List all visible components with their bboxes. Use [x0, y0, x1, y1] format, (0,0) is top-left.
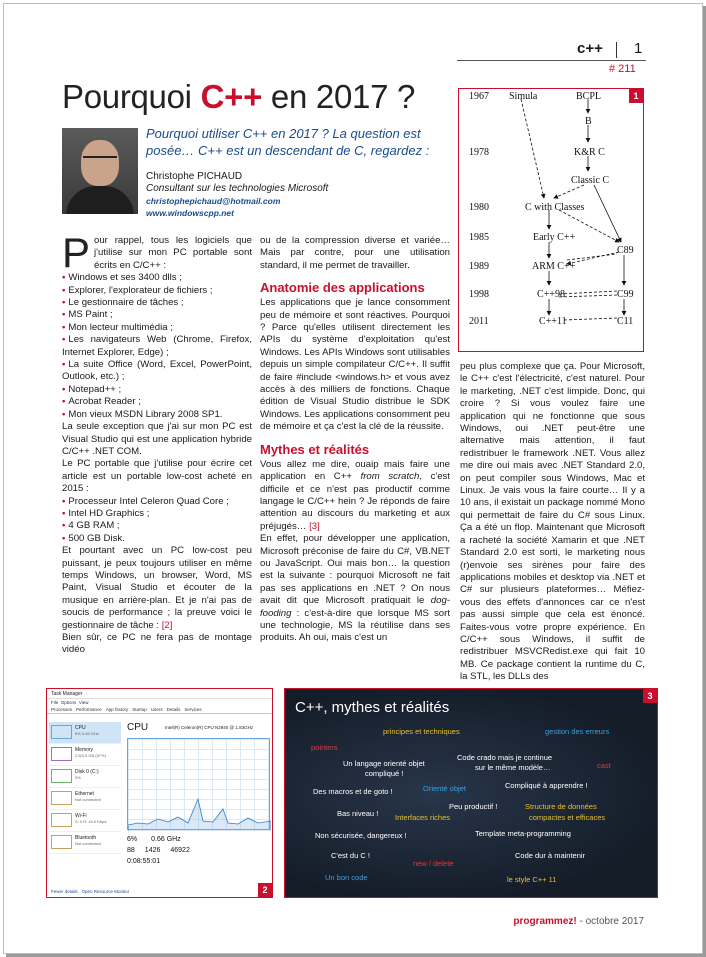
- emphasis: from scratch: [360, 471, 420, 483]
- slide-phrase: Orienté objet: [423, 784, 466, 793]
- software-list: [62, 272, 252, 421]
- slide-phrase: pointers: [311, 743, 338, 752]
- node-label: C99: [617, 289, 634, 300]
- resource-name: Disk 0 (C:): [75, 769, 99, 775]
- author-glasses: [83, 156, 117, 163]
- column-3: [460, 361, 645, 684]
- stat-value: 6%: [127, 836, 138, 843]
- author-block: [146, 171, 328, 219]
- mini-graph: [51, 791, 72, 805]
- paragraph-text: En effet, pour développer une application, Microsoft préconise de faire du C#, VB.NET ou JavaScript. Oui mais bon… la question est la suivante : pourquoi Microsoft ne fait pas ses applications en .NET ? On nous avait dit que Microsoft pratiquait le: [260, 533, 450, 607]
- footer-date: - octobre 2017: [576, 916, 644, 927]
- paragraph-text: , c'est difficile et ce n'est pas productif comme langage le C/C++ hein ? Je réponds de faire attention au discours du marketing et aux préjugés…: [260, 471, 450, 532]
- dropcap: P: [62, 229, 91, 276]
- author-role: Consultant sur les technologies Microsoft: [146, 183, 329, 194]
- issue-number: # 211: [609, 63, 636, 75]
- node-label: C89: [617, 245, 634, 256]
- list-item: • La suite Office (Word, Excel, PowerPoint, Outlook, etc.) ;: [62, 359, 252, 384]
- paragraph-text: Et pourtant avec un PC low-cost peu puissant, je peux toujours utiliser en même temps Windows, un browser, Word, MS Paint, Visual Studio et écouter de la musique en arrière-plan. Et je n'ai pas de soucis de performance ; la preuve voici le gestionnaire de tâche :: [62, 545, 252, 631]
- stat-value: 0.66 GHz: [151, 836, 181, 843]
- stats-row: [127, 847, 270, 854]
- resource-sub: 0%: [75, 775, 81, 780]
- hardware-list: [62, 496, 252, 546]
- node-label: Early C++: [533, 232, 576, 243]
- magazine-brand: programmez!: [513, 916, 577, 927]
- mini-graph: [51, 769, 72, 783]
- resource-sub: Not connected: [75, 797, 101, 802]
- intro-text: our rappel, tous les logiciels que j'utilise sur mon PC portable sont écrits en C/C++ :: [94, 235, 252, 271]
- slide-phrase: compactes et efficaces: [529, 813, 606, 822]
- list-item: • Processeur Intel Celeron Quad Core ;: [62, 496, 252, 508]
- resource-sub: 6% 0.66 GHz: [75, 731, 99, 736]
- cpu-stats: [127, 836, 270, 865]
- paragraph: Bien sûr, ce PC ne fera pas de montage vidéo: [62, 632, 252, 656]
- slide-phrase: Structure de données: [525, 802, 597, 811]
- node-label: C11: [617, 316, 634, 327]
- genealogy-diagram: [459, 89, 645, 353]
- header-rule: [457, 60, 646, 61]
- column-1: [62, 229, 252, 657]
- slide-phrase: Code crado mais je continue: [457, 753, 553, 762]
- year-label: 1978: [469, 147, 489, 158]
- stat-processes: 88: [127, 847, 135, 854]
- page-number: 1: [634, 40, 643, 57]
- list-item: • 4 GB RAM ;: [62, 520, 252, 532]
- list-item: • Windows et ses 3400 dlls ;: [62, 272, 252, 284]
- task-manager-footer: [51, 889, 129, 894]
- mini-graph: [51, 725, 72, 739]
- page-footer: [513, 916, 644, 927]
- figure-badge: 1: [629, 89, 643, 103]
- slide-phrase: C'est du C !: [331, 851, 370, 860]
- header-separator: [616, 42, 617, 58]
- slide-phrase: Un langage orienté objet: [343, 759, 425, 768]
- resource-memory[interactable]: [49, 744, 121, 766]
- figure-myths-slide: [284, 688, 658, 898]
- list-item: • Les navigateurs Web (Chrome, Firefox, Internet Explorer, Edge) ;: [62, 334, 252, 359]
- resource-monitor-link[interactable]: Open Resource Monitor: [81, 889, 130, 894]
- emphasis: dog-fooding: [260, 595, 450, 619]
- author-body: [66, 186, 134, 214]
- slide-phrase: cast: [597, 761, 611, 770]
- figure-ref: [2]: [161, 619, 173, 631]
- slide-phrase: compliqué !: [365, 769, 404, 778]
- stat-speed: [151, 836, 181, 843]
- year-label: 2011: [469, 316, 489, 327]
- paragraph: La seule exception que j'ai sur mon PC est Visual Studio qui est une application hybride C/C++ .NET COM.: [62, 421, 252, 457]
- stat-uptime: 0:08:55:01: [127, 858, 161, 865]
- resource-list: [49, 722, 121, 854]
- mini-graph: [51, 835, 72, 849]
- cpu-heading: CPU: [127, 722, 149, 733]
- slide-phrase: sur le même modèle…: [475, 763, 551, 772]
- year-label: 1985: [469, 232, 489, 243]
- resource-sub: Not connected: [75, 841, 101, 846]
- paragraph: [260, 459, 450, 533]
- resource-name: Ethernet: [75, 791, 94, 797]
- node-label: C++11: [539, 316, 567, 327]
- year-label: 1998: [469, 289, 489, 300]
- title-suffix: en 2017 ?: [262, 78, 416, 115]
- node-label: ARM C++: [532, 261, 576, 272]
- slide-phrase: gestion des erreurs: [545, 727, 610, 736]
- slide-phrase: Bas niveau !: [337, 809, 379, 818]
- column-2: [260, 235, 450, 645]
- menu-file[interactable]: File: [51, 700, 59, 705]
- paragraph: peu plus complexe que ça. Pour Microsoft, le C++ c'est l'électricité, c'est naturel. Pour le marketing, .NET c'est limpide. Donc, qui croire ? Si vous voulez faire une application qui ne fonctionne que sous Windows, oui .NET peut-être une alternative mais attention, il faut redistribuer le framework .NET. Vous allez me dire oui mais avec .NET Standard 2.0, on peut compiler sous Windows, Mac et Linux. Je vais vous la faire courte… Il y a 10 ans, il existait un package nommé Mono qui permettait de faire du C# sous Linux. Ça a été un flop. Maintenant que Microsoft a racheté la société Xamarin et que .NET Standard 2.0 est sorti, le marketing nous (r)envoie ses sirènes pour faire des applications mobiles et desktop via .NET et C# sur plusieurs plateformes… Méfiez-vous des effets d'annonces car ce n'est pas aussi simple que cela est énoncé. Faites-vous votre propre expérience. En C/C++ sous Windows, il suffit de redistribuer MSVCRedist.exe qui fait 10 MB. Ce package contient la runtime du C, la STL, les DLLs des: [460, 361, 645, 683]
- mini-graph: [51, 813, 72, 827]
- stats-row: [127, 836, 270, 843]
- year-label: 1989: [469, 261, 489, 272]
- menu-view[interactable]: View: [78, 700, 89, 705]
- list-item: • Acrobat Reader ;: [62, 396, 252, 408]
- cpu-usage-graph: [127, 738, 270, 830]
- node-label: BCPL: [576, 91, 602, 102]
- resource-bluetooth[interactable]: [49, 832, 121, 854]
- fewer-details-link[interactable]: Fewer details: [51, 889, 78, 894]
- figure-task-manager: [46, 688, 273, 898]
- node-label: K&R C: [574, 147, 605, 158]
- paragraph: [260, 533, 450, 645]
- figure-language-genealogy: [458, 88, 644, 352]
- tab-services[interactable]: Services: [184, 707, 202, 712]
- cpu-usage-line: [128, 739, 271, 831]
- stat-handles: 46922: [170, 847, 190, 854]
- slide-title: C++, mythes et réalités: [295, 699, 450, 716]
- slide-phrase: Code dur à maintenir: [515, 851, 586, 860]
- article-title: [62, 78, 415, 116]
- node-label: C with Classes: [525, 202, 585, 213]
- mini-graph: [51, 747, 72, 761]
- resource-ethernet[interactable]: [49, 788, 121, 810]
- cpu-panel: [127, 722, 271, 865]
- tab-details[interactable]: Details: [166, 707, 181, 712]
- slide-phrase: Peu productif !: [449, 802, 498, 811]
- list-item: • MS Paint ;: [62, 309, 252, 321]
- task-manager-menu: [47, 699, 272, 706]
- menu-options[interactable]: Options: [60, 700, 77, 705]
- intro-paragraph: [62, 229, 252, 276]
- title-highlight: C++: [200, 78, 263, 115]
- section-label: c++: [577, 40, 603, 57]
- resource-cpu[interactable]: [49, 722, 121, 744]
- slide-phrase: principes et techniques: [383, 727, 460, 736]
- author-photo: [62, 128, 138, 214]
- slide-phrase: new / delete: [413, 859, 454, 868]
- node-label: B: [585, 116, 592, 127]
- slide-phrase: Template meta-programming: [475, 829, 571, 838]
- tab-processes[interactable]: Processes: [51, 707, 73, 712]
- author-name: Christophe PICHAUD: [146, 171, 243, 182]
- author-site[interactable]: www.windowscpp.net: [146, 208, 234, 218]
- paragraph: Le PC portable que j'utilise pour écrire cet article est un portable low-cost acheté en 2015 :: [62, 458, 252, 495]
- slide-phrase: Interfaces riches: [395, 813, 451, 822]
- stat-threads: 1426: [144, 847, 161, 854]
- article-lead: Pourquoi utiliser C++ en 2017 ? La question est posée… C++ est un descendant de C, regardez :: [146, 126, 430, 158]
- tab-performance[interactable]: Performance: [76, 707, 102, 712]
- slide-phrase: Un bon code: [325, 873, 368, 882]
- list-item: • Explorer, l'explorateur de fichiers ;: [62, 285, 252, 297]
- list-item: • Notepad++ ;: [62, 384, 252, 396]
- paragraph-text: Vous allez me dire, ouaip mais faire une application en C++: [260, 458, 450, 483]
- year-labels: [469, 91, 489, 327]
- figure-badge: 3: [643, 689, 657, 703]
- tab-startup[interactable]: Startup: [132, 707, 147, 712]
- figure-badge: 2: [258, 883, 272, 897]
- node-label: Simula: [509, 91, 538, 102]
- resource-name: Bluetooth: [75, 835, 97, 841]
- resource-sub: S: 0 R: 16.0 Kbps: [75, 819, 107, 824]
- slide-phrase: le style C++ 11: [507, 875, 557, 884]
- resource-name: CPU: [75, 725, 86, 731]
- resource-sub: 2.6/3.9 GB (67%): [75, 753, 106, 758]
- resource-name: Wi-Fi: [75, 813, 87, 819]
- tab-app-history[interactable]: App history: [105, 707, 129, 712]
- tab-users[interactable]: Users: [150, 707, 163, 712]
- section-heading: Mythes et réalités: [260, 441, 370, 457]
- task-manager-tabs: [47, 706, 272, 714]
- node-label: Classic C: [571, 175, 610, 186]
- resource-disk[interactable]: [49, 766, 121, 788]
- node-label: C++98: [537, 289, 565, 300]
- paragraph: [62, 545, 252, 632]
- resource-wifi[interactable]: [49, 810, 121, 832]
- list-item: • Mon lecteur multimédia ;: [62, 322, 252, 334]
- slide-phrase: Non sécurisée, dangereux !: [315, 831, 407, 840]
- title-prefix: Pourquoi: [62, 78, 201, 115]
- slide-phrase: Compliqué à apprendre !: [505, 781, 588, 790]
- cpu-model: Intel(R) Celeron(R) CPU N2940 @ 1.83GHz: [165, 725, 254, 730]
- stat-utilization: [127, 836, 137, 843]
- author-email[interactable]: christophepichaud@hotmail.com: [146, 196, 281, 206]
- list-item: • 500 GB Disk.: [62, 533, 252, 545]
- author-face: [81, 140, 119, 186]
- year-label: 1980: [469, 202, 489, 213]
- list-item: • Le gestionnaire de tâches ;: [62, 297, 252, 309]
- figure-ref: [3]: [309, 520, 320, 532]
- paragraph: Les applications que je lance consomment peu de mémoire et sont réactives. Pourquoi ? Parce qu'elles utilisent directement les APIs du système d'exploitation qu'est Windows. Les APIs Windows sont utilisables depuis un simple compilateur C/C++. Il suffit de faire #include <windows.h> et vous avez accès à des milliers de fonctions. Chaque édition de Visual Studio distribue le SDK Windows. Les applications consomment peu de mémoire et ça c'est la clé de la réussite.: [260, 297, 450, 433]
- paragraph: ou de la compression diverse et variée… Mais par contre, pour une utilisation standard, il me permet de travailler.: [260, 235, 450, 271]
- resource-name: Memory: [75, 747, 94, 753]
- section-heading: Anatomie des applications: [260, 280, 425, 296]
- list-item: • Mon vieux MSDN Library 2008 SP1.: [62, 409, 252, 421]
- language-nodes: [509, 91, 634, 327]
- task-manager-title: Task Manager: [47, 689, 272, 699]
- slide-phrase: Des macros et de goto !: [313, 787, 393, 796]
- list-item: • Intel HD Graphics ;: [62, 508, 252, 520]
- paragraph-text: : c'est-à-dire que lorsque MS sort une technologie, MS la réutilise dans ses produits. Ah oui, mais c'est un: [260, 607, 450, 644]
- year-label: 1967: [469, 91, 489, 102]
